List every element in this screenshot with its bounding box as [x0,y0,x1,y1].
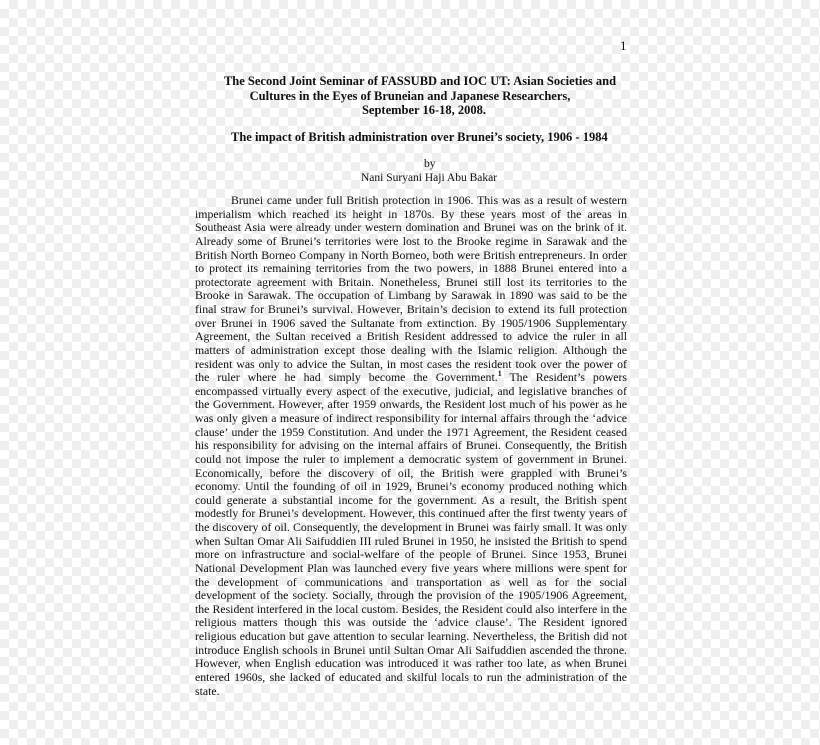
body-text-part-2: The Resident’s powers encompassed virtually every aspect of the executive, judicial, and legislative branches of the Government. However, after 1959 onwards, the Resident lost much of his power as he was only given a measure of indirect responsibility for internal affairs through the ‘advice clause’ under the 1959 Constitution. And under the 1971 Agreement, the Resident ceased his responsibility for advising on the internal affairs of Brunei. Consequently, the British could not impose the ruler to implement a democratic system of government in Brunei. Economically, before the discovery of oil, the British were grappled with Brunei’s economy. Until the founding of oil in 1929, Brunei’s economy produced nothing which could generate a substantial income for the government. As a result, the British spent modestly for Brunei’s development. However, this continued after the first twenty years of the discovery of oil. Consequently, the development in Brunei was fairly small. It was only when Sultan Omar Ali Saifuddien III ruled Brunei in 1950, he insisted the British to spend more on infrastructure and social-welfare of the people of Brunei. Since 1953, Brunei National Development Plan was launched every five years where millions were spent for the development of communications and transportation as well as for the social development of the society. Socially, through the provision of the 1905/1906 Agreement, the Resident interfered in the local custom. Besides, the Resident could also interfere in the religious matters though this was outside the ‘advice clause’. The Resident ignored religious education but gave attention to secular learning. Nevertheless, the British did not introduce English schools in Brunei until Sultan Omar Ali Saifuddien ascended the throne. However, when English education was introduced it was rather too late, as when Brunei entered 1960s, she lacked of educated and skilful locals to run the administration of the state. [195,370,627,698]
by-label: by [424,158,436,170]
seminar-line-1: The Second Joint Seminar of FASSUBD and IOC UT: Asian Societies and [223,74,617,88]
body-text-part-1: Brunei came under full British protection in 1906. This was as a result of western imperialism which reached its height in 1870s. By these years most of the areas in Southeast Asia were already under western domination and Brunei was on the brink of it. Already some of Brunei’s territories were lost to the Brooke regime in Sarawak and the British North Borneo Company in North Borneo, both were British entrepreneurs. In order to protect its remaining territories from the two powers, in 1888 Brunei entered into a protectorate agreement with Britain. Nonetheless, Brunei still lost its territories to the Brooke in Sarawak. The occupation of Limbang by Sarawak in 1890 was said to be the final straw for Brunei’s survival. However, Britain’s decision to extend its full protection over Brunei in 1906 saved the Sultanate from extinction. By 1905/1906 Supplementary Agreement, the Sultan received a British Resident addressed to advice the ruler in all matters of administration except those dealing with the Islamic religion. Although the resident was only to advice the Sultan, in most cases the resident took over the power of the ruler where he had simply become the Government. [195,193,627,385]
seminar-line-2: Cultures in the Eyes of Bruneian and Japanese Researchers, [249,88,571,103]
footnote-marker: 1 [497,369,502,379]
paper-title: The impact of British administration over Brunei’s society, 1906 - 1984 [231,130,608,144]
body-paragraph [195,194,627,698]
seminar-heading [0,74,820,118]
page-number: 1 [620,38,627,53]
author-name: Nani Suryani Haji Abu Bakar [361,172,498,184]
seminar-line-3: September 16-18, 2008. [361,103,487,117]
